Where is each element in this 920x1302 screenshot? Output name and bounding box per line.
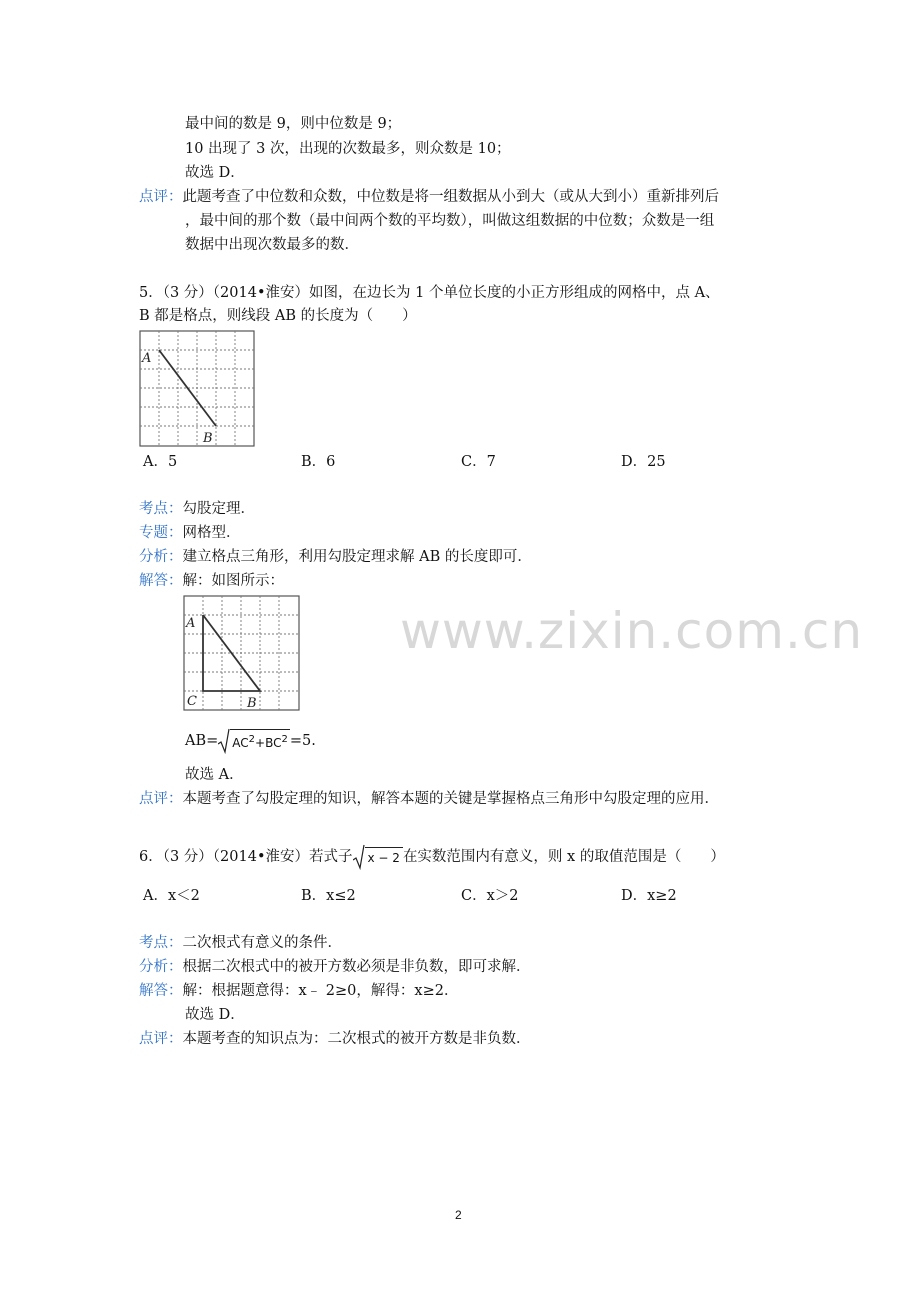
fenxi-text: 根据二次根式中的被开方数必须是非负数，即可求解． [182,959,531,975]
fenxi-text: 建立格点三角形，利用勾股定理求解 AB 的长度即可． [182,549,532,565]
q6-option-a: A．x＜2 [143,888,200,904]
q6-jieda [139,981,458,1001]
solution-point-c-label: C [187,694,197,709]
point-b-label: B [203,431,213,446]
prev-comment-3: 数据中出现次数最多的数． [185,237,359,253]
q5-stem-2: B 都是格点，则线段 AB 的长度为（ ） [139,308,417,324]
kaodian-text: 二次根式有意义的条件． [182,935,342,951]
fenxi-label: 分析： [139,959,183,975]
point-a-label: A [142,351,152,366]
jieda-label: 解答： [139,983,183,999]
zhuanti-label: 专题： [139,525,183,541]
watermark: www.zixin.com.cn [400,602,864,660]
q6-stem-b: 在实数范围内有意义，则 x 的取值范围是（ ） [402,849,725,865]
solution-point-b-label: B [247,696,257,711]
formula-suffix: =5. [289,733,316,749]
kaodian-label: 考点： [139,935,183,951]
q5-option-d: D．25 [621,454,666,470]
q6-fenxi [139,957,531,977]
segment-ab [159,350,216,426]
zhuanti-text: 网格型． [182,525,241,541]
comment-label: 点评： [139,189,183,205]
q5-stem-1: 5．（3 分）（2014•淮安）如图，在边长为 1 个单位长度的小正方形组成的网格中，点 A、 [139,285,720,301]
prev-line-3: 故选 D． [185,165,245,181]
radical-sign-icon [218,728,230,754]
solution-point-a-label: A [186,616,196,631]
q6-sqrt [353,843,403,871]
q5-option-b: B．6 [301,454,336,470]
q5-option-a: A．5 [143,454,178,470]
q5-formula [185,728,316,754]
dianping-label: 点评： [139,791,183,807]
formula-prefix: AB= [185,733,219,749]
fenxi-label: 分析： [139,549,183,565]
q6-option-c: C．x＞2 [461,888,519,904]
q5-jieda [139,571,284,591]
q5-dianping [139,789,719,809]
jieda-label: 解答： [139,573,183,589]
prev-comment-2: ，最中间的那个数（最中间两个数的平均数），叫做这组数据的中位数；众数是一组 [185,213,715,229]
comment-text-1: 此题考查了中位数和众数，中位数是将一组数据从小到大（或从大到小）重新排列后 [182,189,719,205]
q6-option-b: B．x≤2 [301,888,356,904]
triangle-abc [203,615,260,691]
q6-option-d: D．x≥2 [621,888,677,904]
dianping-text: 本题考查了勾股定理的知识，解答本题的关键是掌握格点三角形中勾股定理的应用． [182,791,719,807]
prev-comment [139,187,719,207]
radical-sign-icon [353,844,365,870]
q5-choose: 故选 A． [185,767,244,783]
jieda-text: 解：根据题意得：x﹣ 2≥0，解得：x≥2． [182,983,459,999]
dianping-label: 点评： [139,1031,183,1047]
formula-ac: AC [232,736,249,750]
q5-grid-figure [139,330,255,447]
dianping-text: 本题考查的知识点为：二次根式的被开方数是非负数． [182,1031,531,1047]
q5-fenxi [139,547,532,567]
formula-exp-2: 2 [281,734,288,745]
q6-stem [139,843,725,871]
q6-stem-a: 6．（3 分）（2014•淮安）若式子 [139,849,353,865]
sqrt-expression [218,728,290,754]
q5-solution-figure [183,595,300,711]
q6-kaodian [139,933,342,953]
formula-plus-bc: +BC [255,736,282,750]
q6-choose: 故选 D． [185,1007,245,1023]
q6-radicand: x − 2 [365,847,403,868]
prev-line-2: 10 出现了 3 次，出现的次数最多，则众数是 10； [185,141,511,157]
q5-zhuanti [139,523,241,543]
jieda-text: 解：如图所示： [182,573,284,589]
formula-exp-1: 2 [248,734,256,745]
page-number: 2 [455,1208,462,1222]
kaodian-label: 考点： [139,501,183,517]
q6-dianping [139,1029,531,1049]
prev-line-1: 最中间的数是 9，则中位数是 9； [185,116,402,132]
kaodian-text: 勾股定理． [182,501,255,517]
q5-kaodian [139,499,255,519]
q5-option-c: C．7 [461,454,496,470]
